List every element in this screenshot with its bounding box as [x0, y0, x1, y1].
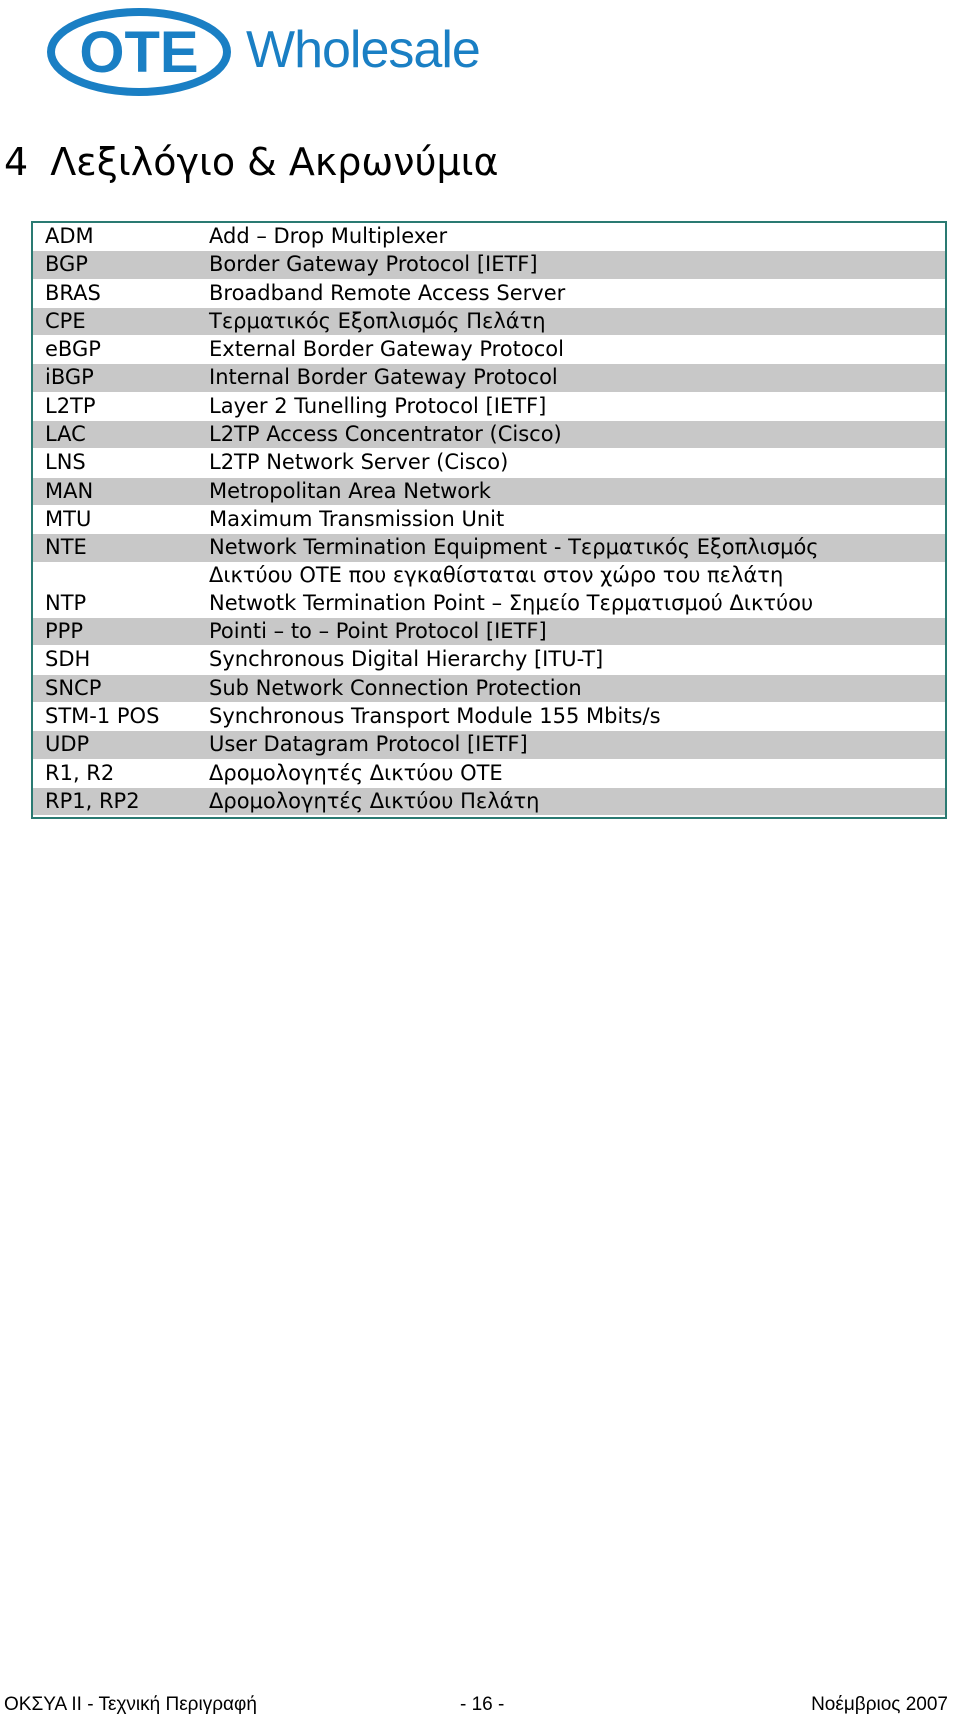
- glossary-row: [33, 478, 945, 506]
- glossary-definition: Internal Border Gateway Protocol: [209, 365, 558, 390]
- section-heading: [4, 140, 499, 184]
- glossary-abbreviation: NTE: [45, 535, 87, 560]
- glossary-row: [33, 251, 945, 279]
- glossary-row: [33, 590, 945, 618]
- glossary-abbreviation: RP1, RP2: [45, 788, 140, 813]
- glossary-definition: Sub Network Connection Protection: [209, 675, 582, 700]
- glossary-row: [33, 223, 945, 251]
- glossary-abbreviation: SNCP: [45, 675, 102, 700]
- footer-date: Νοέμβριος 2007: [811, 1694, 948, 1715]
- glossary-definition: Synchronous Transport Module 155 Mbits/s: [209, 704, 661, 729]
- glossary-abbreviation: [33, 562, 209, 589]
- glossary-abbreviation: NTP: [45, 590, 87, 615]
- glossary-row: [33, 675, 945, 703]
- glossary-abbreviation: LNS: [45, 450, 86, 475]
- logo-mark-text: OTE: [79, 20, 199, 85]
- glossary-definition: Τερματικός Εξοπλισμός Πελάτη: [209, 308, 546, 333]
- glossary-row: [33, 280, 945, 308]
- section-title: Λεξιλόγιο & Ακρωνύμια: [50, 140, 499, 184]
- glossary-definition: Δικτύου ΟΤΕ που εγκαθίσταται στον χώρο του πελάτη: [209, 562, 784, 587]
- glossary-abbreviation: LAC: [45, 422, 86, 447]
- footer-page-number: - 16 -: [460, 1694, 505, 1715]
- glossary-abbreviation: ADM: [45, 224, 94, 248]
- glossary-definition: Netwotk Termination Point – Σημείο Τερματισμού Δικτύου: [209, 590, 814, 615]
- glossary-definition: External Border Gateway Protocol: [209, 337, 564, 362]
- glossary-abbreviation: PPP: [45, 619, 83, 644]
- glossary-definition: User Datagram Protocol [IETF]: [209, 732, 528, 757]
- glossary-definition: Maximum Transmission Unit: [209, 506, 505, 531]
- glossary-definition: Synchronous Digital Hierarchy [ITU-T]: [209, 647, 604, 672]
- glossary-row: [33, 506, 945, 534]
- glossary-abbreviation: iBGP: [45, 365, 94, 390]
- glossary-row: [33, 393, 945, 421]
- glossary-abbreviation: MAN: [45, 478, 94, 503]
- glossary-definition: L2TP Access Concentrator (Cisco): [209, 422, 562, 447]
- glossary-row: [33, 364, 945, 392]
- glossary-definition: Layer 2 Tunelling Protocol [IETF]: [209, 393, 547, 418]
- glossary-row: [33, 618, 945, 646]
- glossary-definition: Metropolitan Area Network: [209, 478, 491, 503]
- glossary-definition: Broadband Remote Access Server: [209, 280, 566, 305]
- glossary-row: [33, 788, 945, 816]
- glossary-abbreviation: BRAS: [45, 280, 101, 305]
- glossary-abbreviation: eBGP: [45, 337, 101, 362]
- section-number: 4: [4, 140, 29, 184]
- glossary-row: [33, 703, 945, 731]
- glossary-table: [31, 221, 947, 819]
- glossary-abbreviation: CPE: [45, 308, 86, 333]
- glossary-row: [33, 646, 945, 674]
- glossary-row: [33, 336, 945, 364]
- glossary-definition: Network Termination Equipment - Τερματικός Εξοπλισμός: [209, 535, 819, 560]
- logo-wordmark: Wholesale: [246, 21, 480, 79]
- glossary-row: [33, 534, 945, 590]
- page-footer: [4, 1694, 948, 1718]
- glossary-abbreviation: BGP: [45, 252, 88, 277]
- glossary-row: [33, 449, 945, 477]
- glossary-row: [33, 731, 945, 759]
- glossary-abbreviation: STM-1 POS: [45, 704, 160, 729]
- glossary-abbreviation: SDH: [45, 647, 91, 672]
- ote-wholesale-logo: [46, 6, 480, 98]
- glossary-abbreviation: MTU: [45, 506, 92, 531]
- glossary-definition: Pointi – to – Point Protocol [IETF]: [209, 619, 547, 644]
- glossary-abbreviation: R1, R2: [45, 760, 115, 785]
- glossary-definition: Border Gateway Protocol [IETF]: [209, 252, 538, 277]
- glossary-definition: Δρομολογητές Δικτύου ΟΤΕ: [209, 760, 503, 785]
- glossary-row: [33, 421, 945, 449]
- glossary-abbreviation: L2TP: [45, 393, 96, 418]
- glossary-definition: Δρομολογητές Δικτύου Πελάτη: [209, 788, 540, 813]
- glossary-definition: Add – Drop Multiplexer: [209, 224, 448, 248]
- glossary-row: [33, 308, 945, 336]
- glossary-abbreviation: UDP: [45, 732, 90, 757]
- glossary-definition: L2TP Network Server (Cisco): [209, 450, 509, 475]
- glossary-row: [33, 760, 945, 788]
- footer-document-title: ΟΚΣΥΑ ΙΙ - Τεχνική Περιγραφή: [4, 1694, 257, 1715]
- ote-logo-icon: [46, 6, 236, 98]
